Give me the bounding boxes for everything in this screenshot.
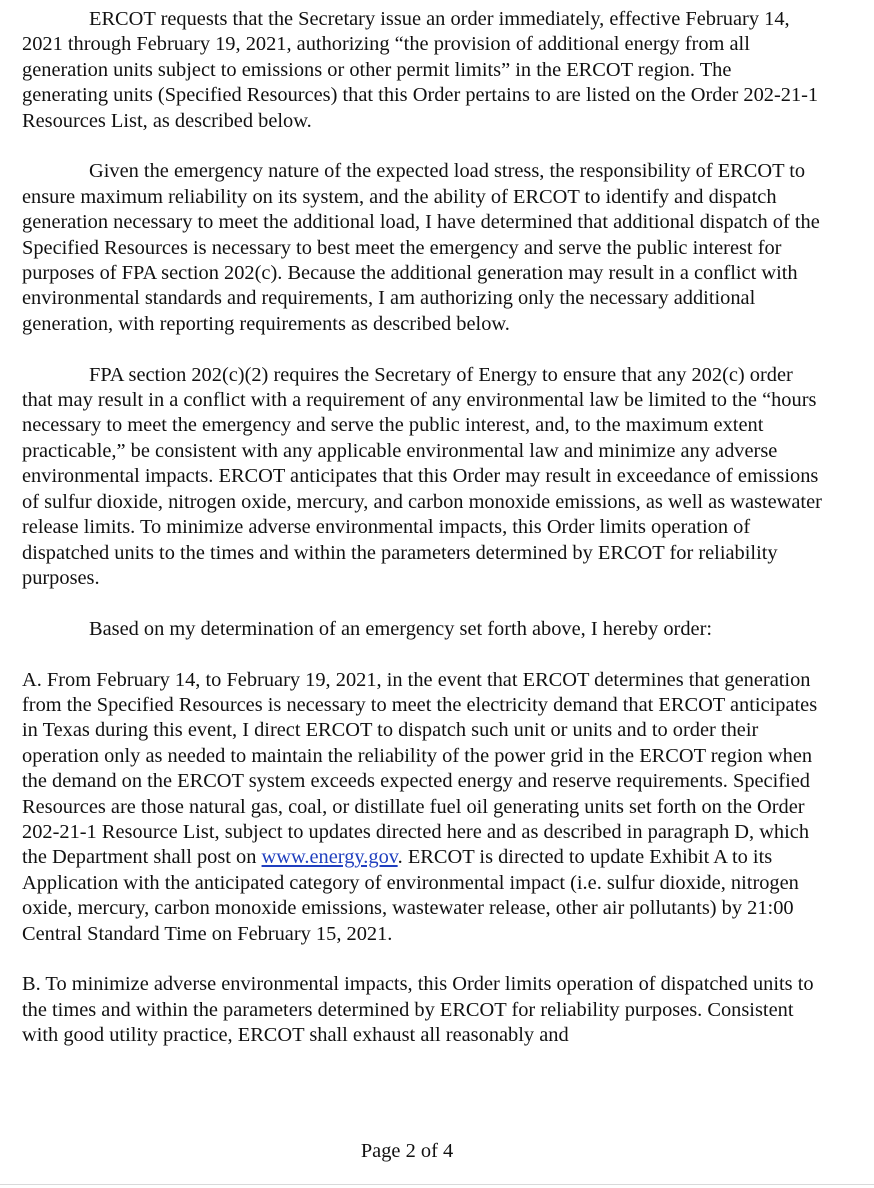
paragraph-emergency-determination: Given the emergency nature of the expected load stress, the responsibility of ERCOT to ensure maximum reliability on its system, and the ability of ERCOT to identify and dispatch generation necessary to meet the additional load, I have determined that additional dispatch of the Specified Resources is necessary to best meet the emergency and serve the public interest for purposes of FPA section 202(c). Because the additional generation may result in a conflict with environmental standards and requirements, I am authorizing only the necessary additional generation, with reporting requirements as described below.: [22, 160, 820, 335]
paragraph-order-intro: Based on my determination of an emergency set forth above, I hereby order:: [89, 617, 713, 640]
page-bottom-divider: [0, 1184, 874, 1185]
document-body: [22, 7, 822, 1049]
paragraph-order-a-text-2: . ERCOT is directed to update Exhibit A to its Application with the anticipated category of environmental impact (i.e. sulfur dioxide, nitrogen oxide, mercury, carbon monoxide emissions, wastewater release, other air pollutants) by 21:00 Central Standard Time on February 15, 2021.: [22, 846, 799, 945]
paragraph-order-b: B. To minimize adverse environmental impacts, this Order limits operation of dispatched units to the times and within the parameters determined by ERCOT for reliability purposes. Consistent with good utility practice, ERCOT shall exhaust all reasonably and: [22, 973, 814, 1047]
page-number: Page 2 of 4: [360, 1140, 454, 1162]
paragraph-order-a: [22, 668, 822, 947]
paragraph-fpa-requirements: FPA section 202(c)(2) requires the Secretary of Energy to ensure that any 202(c) order that may result in a conflict with a requirement of any environmental law be limited to the “hours necessary to meet the emergency and serve the public interest, and, to the maximum extent practicable,” be consistent with any applicable environmental law and minimize any adverse environmental impacts. ERCOT anticipates that this Order may result in exceedance of emissions of sulfur dioxide, nitrogen oxide, mercury, and carbon monoxide emissions, as well as wastewater release limits. To minimize adverse environmental impacts, this Order limits operation of dispatched units to the times and within the parameters determined by ERCOT for reliability purposes.: [22, 363, 822, 589]
paragraph-ercot-request: ERCOT requests that the Secretary issue an order immediately, effective February 14, 2021 through February 19, 2021, authorizing “the provision of additional energy from all generation units subject to emissions or other permit limits” in the ERCOT region. The generating units (Specified Resources) that this Order pertains to are listed on the Order 202-21-1 Resources List, as described below.: [22, 8, 819, 132]
energy-gov-link[interactable]: www.energy.gov: [261, 846, 398, 869]
paragraph-order-a-text-1: A. From February 14, to February 19, 2021, in the event that ERCOT determines that generation from the Specified Resources is necessary to meet the electricity demand that ERCOT anticipates in Texas during this event, I direct ERCOT to dispatch such unit or units and to order their operation only as needed to maintain the reliability of the power grid in the ERCOT region when the demand on the ERCOT system exceeds expected energy and reserve requirements. Specified Resources are those natural gas, coal, or distillate fuel oil generating units set forth on the Order 202-21-1 Resource List, subject to updates directed here and as described in paragraph D, which the Department shall post on: [22, 668, 818, 869]
